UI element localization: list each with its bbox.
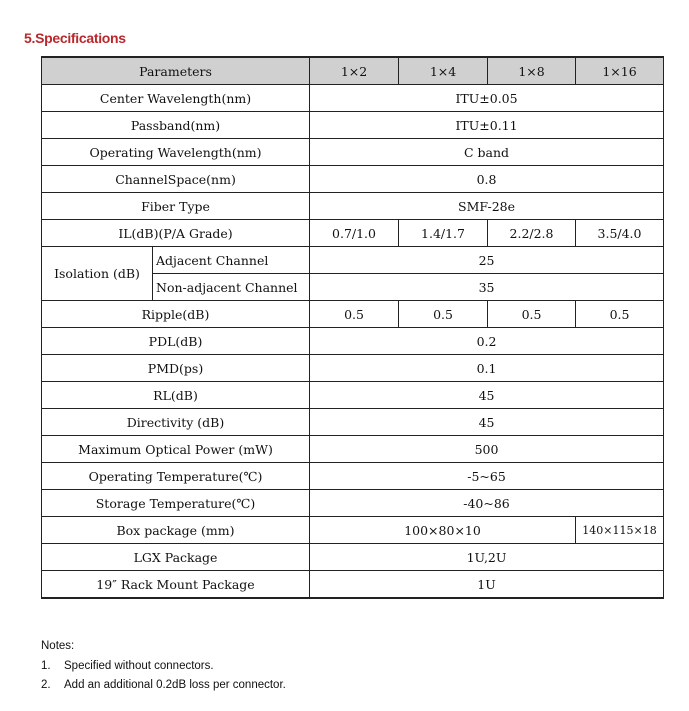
note-number: 1. (41, 660, 51, 672)
row-label: PDL(dB) (42, 328, 310, 355)
row-label: Directivity (dB) (42, 409, 310, 436)
note-text: Add an additional 0.2dB loss per connector. (64, 679, 286, 691)
table-row (42, 328, 664, 355)
table-row (42, 85, 664, 112)
row-label: Operating Temperature(℃) (42, 463, 310, 490)
row-label: LGX Package (42, 544, 310, 571)
row-value: 0.5 (399, 301, 488, 328)
table-row (42, 139, 664, 166)
row-value: ITU±0.11 (310, 112, 664, 139)
table-row (42, 463, 664, 490)
table-row (42, 517, 664, 544)
row-label: Passband(nm) (42, 112, 310, 139)
row-label: Maximum Optical Power (mW) (42, 436, 310, 463)
row-label: PMD(ps) (42, 355, 310, 382)
note-item (41, 679, 286, 691)
row-value: 3.5/4.0 (576, 220, 664, 247)
row-label: Ripple(dB) (42, 301, 310, 328)
row-value: 100×80×10 (310, 517, 576, 544)
specifications-table (41, 56, 664, 599)
table-row (42, 490, 664, 517)
non-adjacent-channel-label: Non-adjacent Channel (153, 274, 310, 301)
row-label: Fiber Type (42, 193, 310, 220)
section-title: 5.Specifications (24, 30, 126, 46)
row-label: Box package (mm) (42, 517, 310, 544)
row-label: IL(dB)(P/A Grade) (42, 220, 310, 247)
row-value: 0.8 (310, 166, 664, 193)
row-value: 0.7/1.0 (310, 220, 399, 247)
table-row (42, 355, 664, 382)
row-value: 0.5 (488, 301, 576, 328)
table-row (42, 193, 664, 220)
row-label: Operating Wavelength(nm) (42, 139, 310, 166)
table-row (42, 301, 664, 328)
table-row (42, 112, 664, 139)
row-value: 45 (310, 382, 664, 409)
notes-title: Notes: (41, 640, 75, 652)
table-row (42, 436, 664, 463)
header-parameters: Parameters (42, 57, 310, 85)
row-label: ChannelSpace(nm) (42, 166, 310, 193)
table-row (42, 544, 664, 571)
row-label: 19″ Rack Mount Package (42, 571, 310, 599)
row-value: 140×115×18 (576, 517, 664, 544)
row-value: 1.4/1.7 (399, 220, 488, 247)
note-item (41, 660, 286, 672)
row-value: SMF-28e (310, 193, 664, 220)
row-value: 0.2 (310, 328, 664, 355)
header-col-1x4: 1×4 (399, 57, 488, 85)
header-col-1x8: 1×8 (488, 57, 576, 85)
row-value: 25 (310, 247, 664, 274)
table-row (42, 571, 664, 599)
note-text: Specified without connectors. (64, 660, 214, 672)
row-value: 45 (310, 409, 664, 436)
row-value: 0.1 (310, 355, 664, 382)
table-row (42, 409, 664, 436)
row-value: ITU±0.05 (310, 85, 664, 112)
row-value: 500 (310, 436, 664, 463)
row-value: C band (310, 139, 664, 166)
table-header-row (42, 57, 664, 85)
row-value: -40~86 (310, 490, 664, 517)
row-value: 1U (310, 571, 664, 599)
row-label: Center Wavelength(nm) (42, 85, 310, 112)
header-col-1x16: 1×16 (576, 57, 664, 85)
row-value: 0.5 (310, 301, 399, 328)
row-value: -5~65 (310, 463, 664, 490)
header-col-1x2: 1×2 (310, 57, 399, 85)
note-number: 2. (41, 679, 51, 691)
table-row (42, 166, 664, 193)
row-label: Storage Temperature(℃) (42, 490, 310, 517)
row-value: 0.5 (576, 301, 664, 328)
notes-section (41, 640, 286, 698)
table-row (42, 382, 664, 409)
row-value: 1U,2U (310, 544, 664, 571)
table-row (42, 220, 664, 247)
adjacent-channel-label: Adjacent Channel (153, 247, 310, 274)
row-value: 35 (310, 274, 664, 301)
table-row (42, 247, 664, 274)
isolation-label: Isolation (dB) (42, 247, 153, 301)
row-value: 2.2/2.8 (488, 220, 576, 247)
row-label: RL(dB) (42, 382, 310, 409)
